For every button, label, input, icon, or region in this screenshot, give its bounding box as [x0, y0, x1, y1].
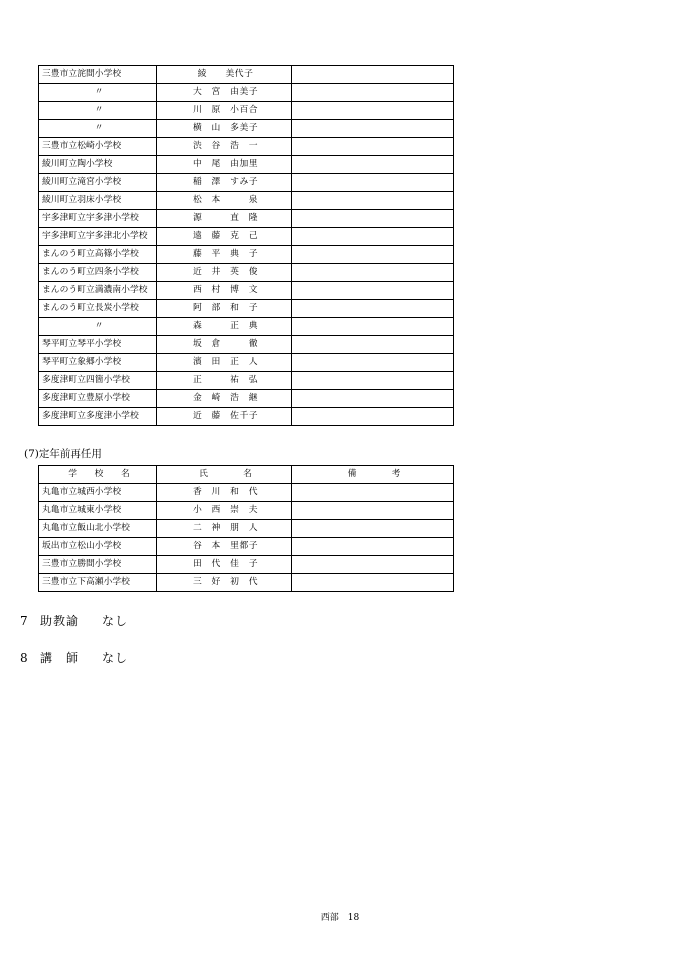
table-row: [39, 336, 454, 354]
table-row: [39, 538, 454, 556]
school-cell: 綾川町立滝宮小学校: [39, 174, 157, 192]
name-cell: 稲 澤 すみ子: [157, 174, 292, 192]
staff-table-continued: [38, 65, 454, 426]
table-row: [39, 138, 454, 156]
school-cell: 綾川町立陶小学校: [39, 156, 157, 174]
note-cell: [292, 102, 454, 120]
name-cell: 西 村 博 文: [157, 282, 292, 300]
school-cell: まんのう町立四条小学校: [39, 264, 157, 282]
name-cell: 横 山 多美子: [157, 120, 292, 138]
table-row: [39, 264, 454, 282]
name-cell: 綾 美代子: [157, 66, 292, 84]
name-cell: 阿 部 和 子: [157, 300, 292, 318]
table-row: [39, 556, 454, 574]
table-row: [39, 408, 454, 426]
table-row: [39, 102, 454, 120]
school-cell: 三豊市立下高瀬小学校: [39, 574, 157, 592]
note-cell: [292, 538, 454, 556]
name-cell: 藤 平 典 子: [157, 246, 292, 264]
note-cell: [292, 354, 454, 372]
header-school: 学 校 名: [39, 466, 157, 484]
table-row: [39, 282, 454, 300]
name-cell: 金 崎 浩 継: [157, 390, 292, 408]
table-row: [39, 210, 454, 228]
note-cell: [292, 210, 454, 228]
school-cell: 〃: [39, 102, 157, 120]
school-cell: まんのう町立高篠小学校: [39, 246, 157, 264]
school-cell: 三豊市立勝間小学校: [39, 556, 157, 574]
name-cell: 近 藤 佐千子: [157, 408, 292, 426]
note-cell: [292, 120, 454, 138]
note-cell: [292, 502, 454, 520]
school-cell: 綾川町立羽床小学校: [39, 192, 157, 210]
item-number: 8: [20, 651, 29, 665]
table-row: [39, 120, 454, 138]
school-cell: まんのう町立満濃南小学校: [39, 282, 157, 300]
school-cell: 琴平町立琴平小学校: [39, 336, 157, 354]
name-cell: 源 直 隆: [157, 210, 292, 228]
name-cell: 渋 谷 浩 一: [157, 138, 292, 156]
school-cell: 多度津町立多度津小学校: [39, 408, 157, 426]
school-cell: 多度津町立四箇小学校: [39, 372, 157, 390]
name-cell: 二 神 朋 人: [157, 520, 292, 538]
table-header-row: [39, 466, 454, 484]
note-cell: [292, 228, 454, 246]
table-row: [39, 300, 454, 318]
table-row: [39, 66, 454, 84]
school-cell: 丸亀市立飯山北小学校: [39, 520, 157, 538]
table-row: [39, 318, 454, 336]
item-number: 7: [20, 614, 29, 628]
name-cell: 遠 藤 克 己: [157, 228, 292, 246]
item-assistant-teacher: [20, 612, 128, 629]
reappointment-table: [38, 465, 454, 592]
school-cell: 三豊市立松崎小学校: [39, 138, 157, 156]
name-cell: 三 好 初 代: [157, 574, 292, 592]
header-note: 備 考: [292, 466, 454, 484]
section-title-reappointment: (7)定年前再任用: [24, 448, 102, 460]
school-cell: 丸亀市立城東小学校: [39, 502, 157, 520]
school-cell: 琴平町立象郷小学校: [39, 354, 157, 372]
name-cell: 中 尾 由加里: [157, 156, 292, 174]
item-value: なし: [102, 651, 129, 665]
table-row: [39, 84, 454, 102]
name-cell: 森 正 典: [157, 318, 292, 336]
school-cell: 多度津町立豊原小学校: [39, 390, 157, 408]
note-cell: [292, 484, 454, 502]
note-cell: [292, 66, 454, 84]
school-cell: 三豊市立詫間小学校: [39, 66, 157, 84]
name-cell: 正 祐 弘: [157, 372, 292, 390]
note-cell: [292, 574, 454, 592]
note-cell: [292, 264, 454, 282]
note-cell: [292, 390, 454, 408]
note-cell: [292, 520, 454, 538]
table-row: [39, 228, 454, 246]
note-cell: [292, 408, 454, 426]
table-row: [39, 390, 454, 408]
note-cell: [292, 156, 454, 174]
table-row: [39, 156, 454, 174]
note-cell: [292, 174, 454, 192]
school-cell: 丸亀市立城西小学校: [39, 484, 157, 502]
school-cell: 〃: [39, 84, 157, 102]
note-cell: [292, 84, 454, 102]
name-cell: 大 宮 由美子: [157, 84, 292, 102]
school-cell: 坂出市立松山小学校: [39, 538, 157, 556]
page-footer: 西部 18: [320, 913, 360, 923]
note-cell: [292, 318, 454, 336]
table-row: [39, 574, 454, 592]
name-cell: 近 井 英 俊: [157, 264, 292, 282]
header-name: 氏 名: [157, 466, 292, 484]
school-cell: 〃: [39, 318, 157, 336]
table-row: [39, 520, 454, 538]
table-row: [39, 354, 454, 372]
name-cell: 濱 田 正 人: [157, 354, 292, 372]
item-value: なし: [102, 614, 129, 628]
note-cell: [292, 282, 454, 300]
name-cell: 田 代 佳 子: [157, 556, 292, 574]
name-cell: 谷 本 里都子: [157, 538, 292, 556]
name-cell: 川 原 小百合: [157, 102, 292, 120]
name-cell: 坂 倉 徹: [157, 336, 292, 354]
item-label: 助教諭: [40, 614, 80, 628]
table-row: [39, 484, 454, 502]
note-cell: [292, 336, 454, 354]
name-cell: 松 本 泉: [157, 192, 292, 210]
note-cell: [292, 192, 454, 210]
name-cell: 小 西 崇 夫: [157, 502, 292, 520]
school-cell: 宇多津町立宇多津小学校: [39, 210, 157, 228]
name-cell: 香 川 和 代: [157, 484, 292, 502]
table-row: [39, 192, 454, 210]
school-cell: まんのう町立長炭小学校: [39, 300, 157, 318]
table-row: [39, 246, 454, 264]
table-row: [39, 372, 454, 390]
note-cell: [292, 138, 454, 156]
note-cell: [292, 300, 454, 318]
table-row: [39, 174, 454, 192]
school-cell: 〃: [39, 120, 157, 138]
table-row: [39, 502, 454, 520]
item-lecturer: [20, 649, 128, 666]
school-cell: 宇多津町立宇多津北小学校: [39, 228, 157, 246]
note-cell: [292, 246, 454, 264]
item-label: 講 師: [40, 651, 80, 665]
note-cell: [292, 372, 454, 390]
note-cell: [292, 556, 454, 574]
